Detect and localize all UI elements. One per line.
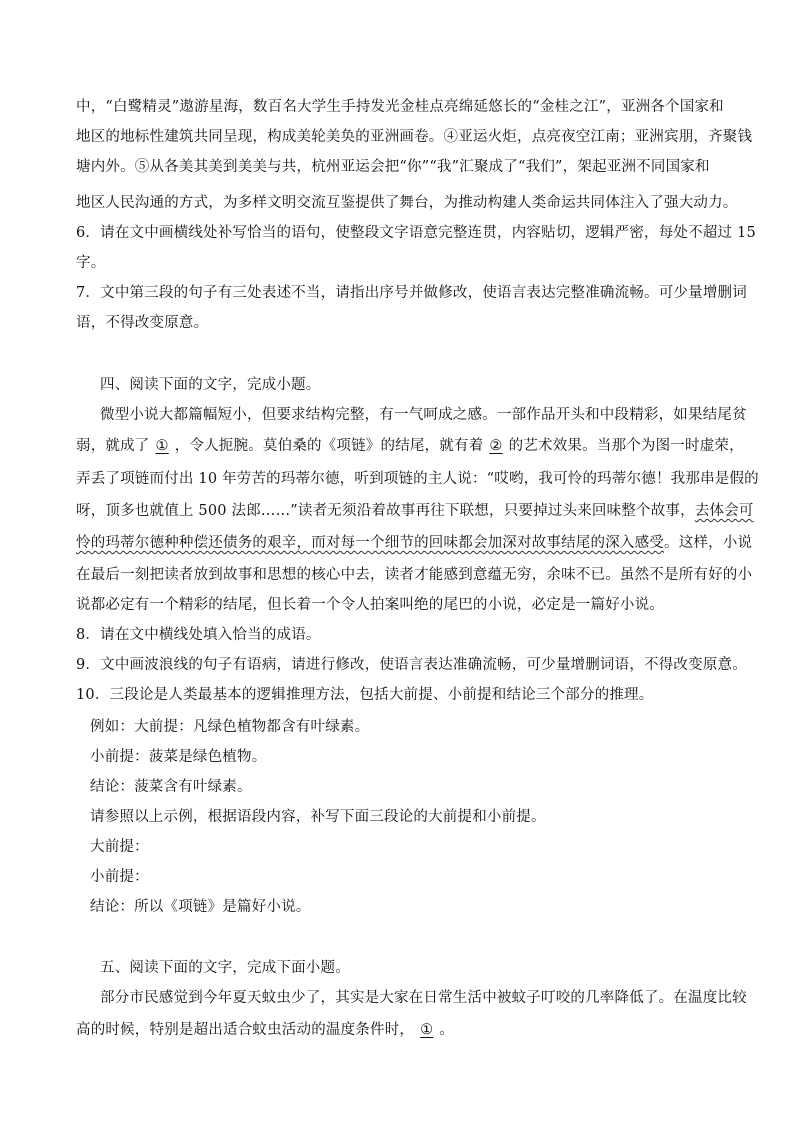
sec3-line-4: 地区人民沟通的方式，为多样文明交流互鉴提供了舞台，为推动构建人类命运共同体注入了强大动力。 — [76, 195, 738, 211]
wavy-underlined-text: 去体会可 — [694, 503, 754, 519]
sec5-para-line-2 — [76, 1020, 454, 1040]
sec4-para-line-1: 微型小说大都篇幅短小，但要求结构完整，有一气呵成之感。一部作品开头和中段精彩，如果结尾贫 — [100, 407, 747, 423]
sec4-para-line-2 — [76, 436, 744, 456]
sec5-para-line-1: 部分市民感觉到今年夏天蚊虫少了，其实是大家在日常生活中被蚊子叮咬的几率降低了。在温度比较 — [100, 990, 747, 1006]
blank-2[interactable]: ② — [489, 438, 503, 454]
question-9: 9．文中画波浪线的句子有语病，请进行修改，使语言表达准确流畅，可少量增删词语，不得改变原意。 — [76, 657, 747, 673]
text-span: 高的时候，特别是超出适合蚊虫活动的温度条件时， — [76, 1022, 415, 1038]
sec3-line-1: 中，“白鹭精灵”遨游星海，数百名大学生手持发光金桂点亮绵延悠长的“金桂之江”，亚洲各个国家和 — [76, 99, 724, 115]
question-6-line-1: 6．请在文中画横线处补写恰当的语句，使整段文字语意完整连贯，内容贴切，逻辑严密，每处不超过 15 — [76, 225, 756, 241]
example-line-1: 例如：大前提：凡绿色植物都含有叶绿素。 — [90, 719, 370, 735]
text-span: 呀，顶多也就值上 500 法郎……”读者无须沿着故事再往下联想，只要掉过头来回味整个故事， — [76, 503, 695, 519]
example-line-2: 小前提：菠菜是绿色植物。 — [90, 749, 267, 765]
sec4-para-line-3: 弄丢了项链而付出 10 年劳苦的玛蒂尔德，听到项链的主人说：“哎哟，我可怜的玛蒂尔德！我那串是假的 — [76, 471, 759, 487]
answer-conclusion: 结论：所以《项链》是篇好小说。 — [90, 899, 311, 915]
sec4-para-line-7: 说都必定有一个精彩的结尾，但长着一个令人拍案叫绝的尾巴的小说，必定是一篇好小说。 — [76, 597, 664, 613]
answer-minor-premise: 小前提： — [90, 869, 149, 885]
text-span: 。这样，小说 — [664, 535, 753, 551]
section-5-heading: 五、阅读下面的文字，完成下面小题。 — [100, 960, 350, 976]
text-span: 。 — [439, 1022, 455, 1038]
text-span: 弱，就成了 — [76, 438, 150, 454]
wavy-underlined-text: 怜的玛蒂尔德种种偿还债务的艰辛，而对每一个细节的回味都会加深对故事结尾的深入感受 — [76, 535, 664, 551]
sec4-para-line-5 — [76, 533, 752, 553]
blank-1[interactable]: ① — [420, 1022, 434, 1038]
blank-1[interactable]: ① — [155, 438, 169, 454]
text-span: ，令人扼腕。莫伯桑的《项链》的结尾，就有着 — [174, 438, 484, 454]
example-line-3: 结论：菠菜含有叶绿素。 — [90, 779, 252, 795]
instruction-line: 请参照以上示例，根据语段内容，补写下面三段论的大前提和小前提。 — [90, 809, 546, 825]
text-span: 的艺术效果。当那个为图一时虚荣， — [508, 438, 744, 454]
answer-major-premise: 大前提： — [90, 839, 149, 855]
section-4-heading: 四、阅读下面的文字，完成小题。 — [100, 377, 321, 393]
question-7-line-1: 7．文中第三段的句子有三处表述不当，请指出序号并做修改，使语言表达完整准确流畅。可少量增删词 — [76, 285, 747, 301]
question-7-line-2: 语，不得改变原意。 — [76, 315, 209, 331]
sec4-para-line-4 — [76, 501, 754, 521]
question-6-line-2: 字。 — [76, 255, 106, 271]
sec3-line-2: 地区的地标性建筑共同呈现，构成美轮美奂的亚洲画卷。④亚运火炬，点亮夜空江南；亚洲宾朋，齐聚钱 — [76, 129, 753, 145]
question-10: 10．三段论是人类最基本的逻辑推理方法，包括大前提、小前提和结论三个部分的推理。 — [76, 687, 654, 703]
sec3-line-3: 塘内外。⑤从各美其美到美美与共，杭州亚运会把“你”“我”汇聚成了“我们”，架起亚洲不同国家和 — [76, 159, 710, 175]
question-8: 8．请在文中横线处填入恰当的成语。 — [76, 627, 321, 643]
sec4-para-line-6: 在最后一刻把读者放到故事和思想的核心中去，读者才能感到意蕴无穷，余味不已。虽然不是所有好的小 — [76, 567, 753, 583]
